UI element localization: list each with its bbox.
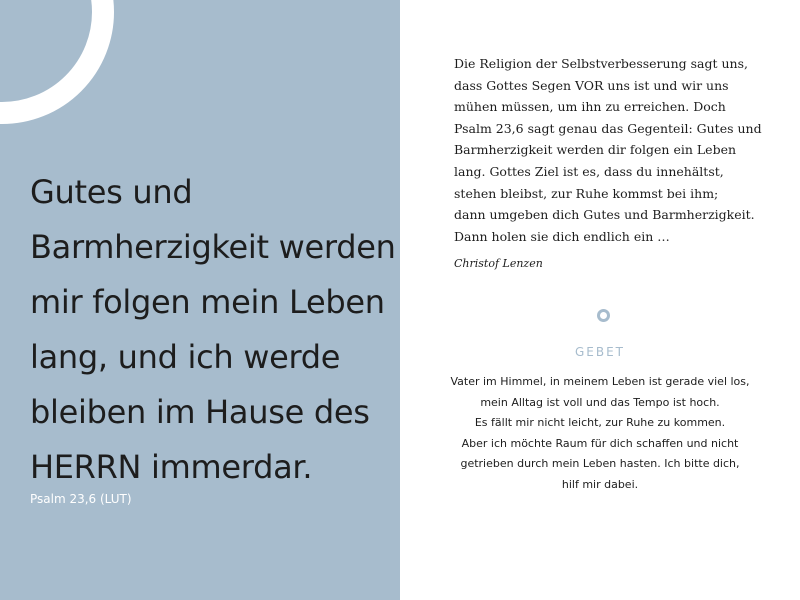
- text-line: lang. Gottes Ziel ist es, dass du innehältst,: [454, 163, 724, 179]
- devotional-text: [454, 53, 774, 247]
- text-line: Barmherzigkeit werden dir folgen ein Leben: [454, 142, 737, 158]
- prayer-line: getrieben durch mein Leben hasten. Ich bitte dich,: [460, 457, 740, 470]
- prayer-line: Vater im Himmel, in meinem Leben ist gerade viel los,: [450, 375, 750, 388]
- text-line: Psalm 23,6 sagt genau das Gegenteil: Gutes und: [454, 120, 762, 136]
- circle-divider-icon: [597, 309, 610, 322]
- prayer-line: Es fällt mir nicht leicht, zur Ruhe zu kommen.: [474, 416, 726, 429]
- bible-verse: [30, 165, 396, 495]
- verse-line: HERRN immerdar.: [30, 448, 313, 486]
- prayer-text: [400, 372, 800, 495]
- prayer-line: Aber ich möchte Raum für dich schaffen und nicht: [461, 436, 739, 450]
- author-name: Christof Lenzen: [454, 257, 543, 270]
- verse-line: Gutes und: [30, 173, 193, 211]
- prayer-line: mein Alltag ist voll und das Tempo ist hoch.: [480, 395, 720, 409]
- verse-reference: Psalm 23,6 (LUT): [30, 492, 132, 506]
- text-line: Die Religion der Selbstverbesserung sagt uns,: [454, 56, 748, 71]
- decorative-ring: [0, 0, 114, 124]
- verse-line: bleiben im Hause des: [30, 393, 370, 431]
- text-line: stehen bleibst, zur Ruhe kommst bei ihm;: [454, 185, 719, 201]
- prayer-heading: GEBET: [574, 345, 626, 359]
- text-line: Dann holen sie dich endlich ein …: [454, 228, 670, 244]
- text-line: dann umgeben dich Gutes und Barmherzigkeit.: [454, 207, 755, 223]
- verse-line: Barmherzigkeit werden: [30, 228, 396, 266]
- right-panel: [400, 0, 800, 600]
- prayer-line: hilf mir dabei.: [561, 477, 639, 491]
- verse-line: mir folgen mein Leben: [30, 283, 385, 321]
- verse-line: lang, und ich werde: [30, 338, 341, 376]
- text-line: mühen müssen, um ihn zu erreichen. Doch: [454, 99, 726, 115]
- text-line: dass Gottes Segen VOR uns ist und wir uns: [454, 77, 729, 93]
